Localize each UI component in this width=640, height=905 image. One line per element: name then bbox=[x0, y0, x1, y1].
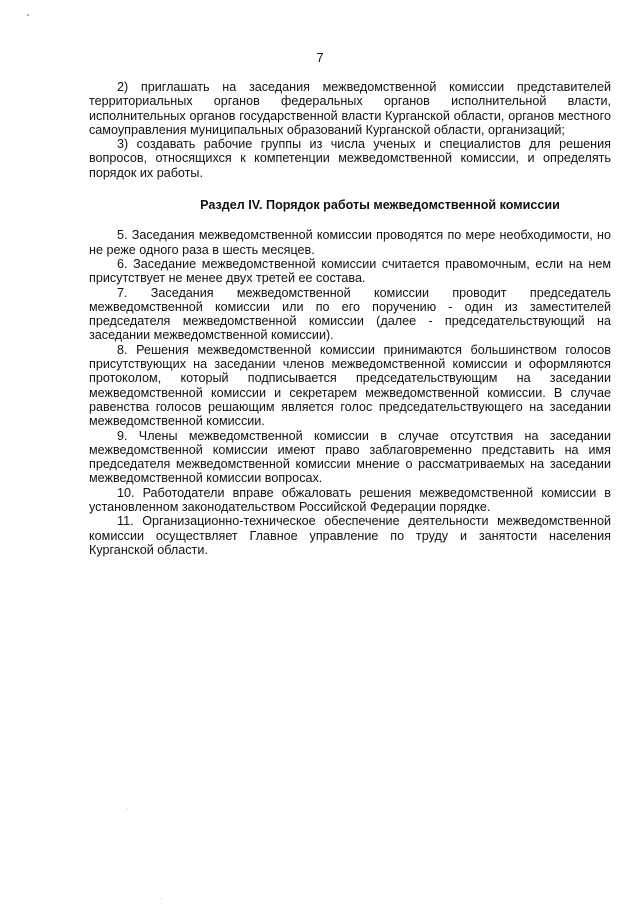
paragraph-10: 10. Работодатели вправе обжаловать решения межведомственной комиссии в установленном законодательством Российской Федерации порядке. bbox=[89, 485, 611, 515]
paragraph-11: 11. Организационно-техническое обеспечение деятельности межведомственной комиссии осуществляет Главное управление по труду и занятости населения Курганской области. bbox=[89, 514, 611, 557]
paragraph-5: 5. Заседания межведомственной комиссии проводятся по мере необходимости, но не реже одного раза в шесть месяцев. bbox=[89, 228, 611, 257]
scan-speck bbox=[27, 14, 29, 16]
scan-speck bbox=[160, 898, 161, 899]
paragraph-9: 9. Члены межведомственной комиссии в случае отсутствия на заседании межведомственной комиссии имеют право заблаговременно представить на имя председателя межведомственной комиссии мнение о рассматриваемых на заседании межведомственной комиссии вопросах. bbox=[89, 428, 611, 486]
page-number: 7 bbox=[316, 50, 324, 65]
paragraph-6: 6. Заседание межведомственной комиссии считается правомочным, если на нем присутствует не менее двух третей ее состава. bbox=[89, 256, 611, 286]
paragraph-item-2: 2) приглашать на заседания межведомственной комиссии представителей территориальных органов федеральных органов исполнительной власти, исполнительных органов государственной власти Курганской области, органов местного самоуправления муниципальных образований Курганской области, организаций; bbox=[89, 80, 611, 137]
section-title: Раздел IV. Порядок работы межведомственной комиссии bbox=[200, 198, 560, 213]
paragraph-item-3: 3) создавать рабочие группы из числа ученых и специалистов для решения вопросов, относящихся к компетенции межведомственной комиссии, и определять порядок их работы. bbox=[89, 137, 611, 180]
paragraph-8: 8. Решения межведомственной комиссии принимаются большинством голосов присутствующих на заседании членов межведомственной комиссии и оформляются протоколом, который подписывается председательствующим на заседании межведомственной комиссии и секретарем межведомственной комиссии. В случае равенства голосов решающим является голос председательствующего на заседании межведомственной комиссии. bbox=[89, 342, 611, 429]
scan-speck bbox=[127, 808, 128, 809]
document-body bbox=[89, 80, 611, 557]
paragraph-7: 7. Заседания межведомственной комиссии проводит председатель межведомственной комиссии или по его поручению - один из заместителей председателя межведомственной комиссии (далее - председательствующий на заседании межведомственной комиссии). bbox=[89, 285, 611, 343]
